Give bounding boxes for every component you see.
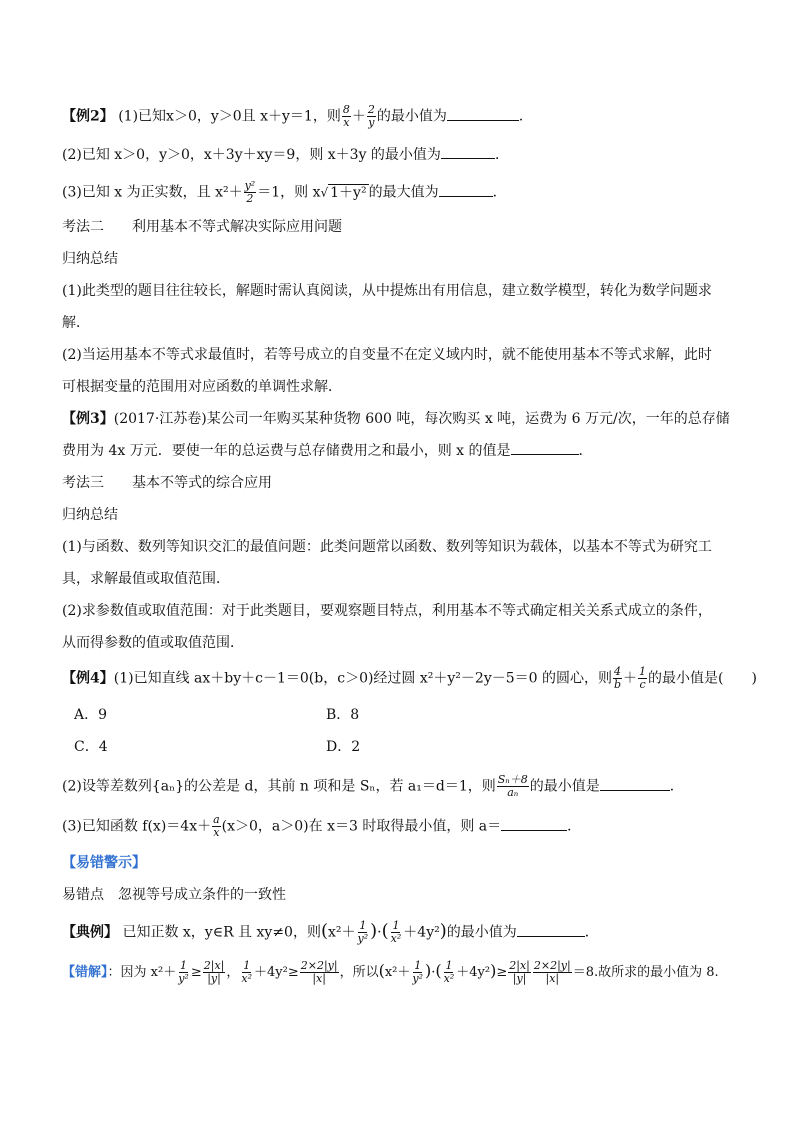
method3-summary: 归纳总结 <box>62 507 118 523</box>
answer-blank <box>517 922 585 937</box>
method3-p2b: 从而得参数的值或取值范围． <box>62 635 244 651</box>
ex4-q3-frac: $\frac{a}{x}$ <box>213 813 220 839</box>
method2-title: 考法二 利用基本不等式解决实际应用问题 <box>62 219 342 235</box>
ex4-frac-2: $\frac{1}{c}$ <box>639 665 647 691</box>
ex2-q3: (3)已知 x 为正实数，且 x²＋ $\frac{\text{y²}}{2}$ ＝1，则 x√ 1＋y² 的最大值为 ． <box>62 179 507 205</box>
method3-p2: (2)求参数值或取值范围：对于此类题目，要观察题目特点，利用基本不等式确定相关关系式成立的条件， <box>62 603 712 619</box>
wrong-frac-5: $\frac{1}{\text{y²}}$ <box>412 959 424 985</box>
ex3-tag: 【例3】 <box>62 411 114 427</box>
answer-blank <box>600 776 670 791</box>
option-b: B．8 <box>326 707 360 723</box>
wrong-frac-8: $\frac{2\times 2|y|}{|x|}$ <box>533 959 571 985</box>
ex4-tag: 【例4】 <box>62 670 114 687</box>
example-frac-1: $\frac{1}{\text{y²}}$ <box>357 919 369 945</box>
ex2-frac-1: $\frac{8}{x}$ <box>342 103 350 129</box>
answer-blank <box>441 144 495 159</box>
ex2-q1-cond: x＞0，y＞0且 x＋y＝1，则 <box>166 108 341 125</box>
ex2-tag: 【例2】 <box>62 108 114 125</box>
method2-p1: (1)此类型的题目往往较长，解题时需认真阅读，从中提炼出有用信息，建立数学模型，转化为数学问题求 <box>62 283 712 299</box>
answer-blank <box>439 182 493 197</box>
option-c: C．4 <box>74 739 108 755</box>
method3-p1: (1)与函数、数列等知识交汇的最值问题：此类问题常以函数、数列等知识为载体，以基本不等式为研究工 <box>62 539 712 555</box>
answer-blank <box>501 816 567 831</box>
method3-p1b: 具，求解最值或取值范围． <box>62 571 230 587</box>
ex3-l1: 【例3】(2017·江苏卷)某公司一年购买某种货物 600 吨，每次购买 x 吨，运费为 6 万元/次，一年的总存储 <box>62 411 730 427</box>
wrong-frac-1: $\frac{1}{\text{y²}}$ <box>178 959 189 985</box>
method2-p2b: 可根据变量的范围用对应函数的单调性求解． <box>62 379 342 395</box>
method2-p1b: 解． <box>62 315 90 331</box>
answer-blank <box>511 440 579 455</box>
ex2-q1-post: 的最小值为 <box>376 108 447 125</box>
wrong-solution: 【错解】：因为 x²＋ $\frac{1}{\text{y²}}$ ≥ $\frac{2|x|}{|y|}$ ， $\frac{1}{\text{x²}}$ ＋4y²≥ $\frac{2\times 2|y|}{|x|}$ ，所以(x²＋ $\frac{1}{\text{y²}}$ )·( $\frac{1}{\text{x²}}$ ＋4y²)≥ $\frac{2|x|}{|y|}$ $\frac{2\times 2|y|}{|x|}$ ＝8.故所求的最小值为 8. <box>62 959 719 985</box>
method2-summary: 归纳总结 <box>62 251 118 267</box>
ex2-q1: 【例2】 (1)已知x＞0，y＞0且 x＋y＝1，则 $\frac{8}{x}$ ＋ $\frac{2}{y}$ 的最小值为 ． <box>62 103 533 129</box>
option-a: A．9 <box>74 707 108 723</box>
option-d: D．2 <box>326 739 361 755</box>
answer-blank <box>447 106 519 121</box>
method3-title: 考法三 基本不等式的综合应用 <box>62 475 272 491</box>
wrong-frac-6: $\frac{1}{\text{x²}}$ <box>443 959 455 985</box>
warning-heading: 【易错警示】 <box>62 855 146 871</box>
ex2-q2: (2)已知 x＞0，y＞0，x＋3y＋xy＝9，则 x＋3y 的最小值为 ． <box>62 144 736 166</box>
ex3-l2: 费用为 4x 万元．要使一年的总运费与总存储费用之和最小，则 x 的值是 ． <box>62 440 736 462</box>
wrong-frac-2: $\frac{2|x|}{|y|}$ <box>203 959 225 985</box>
warning-point: 易错点 忽视等号成立条件的一致性 <box>62 887 286 903</box>
ex2-frac-2: $\frac{2}{y}$ <box>367 103 375 129</box>
example-frac-2: $\frac{1}{\text{x²}}$ <box>390 919 402 945</box>
example-tag: 【典例】 <box>62 924 118 941</box>
ex4-q3: (3)已知函数 f(x)＝4x＋ $\frac{a}{x}$ (x＞0，a＞0)在 x＝3 时取得最小值，则 a＝ ． <box>62 813 582 839</box>
wrong-frac-7: $\frac{2|x|}{|y|}$ <box>509 959 530 985</box>
ex4-q2: (2)设等差数列{aₙ}的公差是 d，其前 n 项和是 Sₙ，若 a₁＝d＝1，则 $\frac{\text{Sₙ＋8}}{\text{aₙ}}$ 的最小值是 ． <box>62 773 684 799</box>
ex4-frac-1: $\frac{4}{b}$ <box>614 665 622 691</box>
method2-p2: (2)当运用基本不等式求最值时，若等号成立的自变量不在定义域内时，就不能使用基本不等式求解，此时 <box>62 347 712 363</box>
ex4-q1: 【例4】(1)已知直线 ax＋by＋c－1＝0(b，c＞0)经过圆 x²＋y²－2y－5＝0 的圆心，则 $\frac{4}{b}$ ＋ $\frac{1}{c}$ 的最小值是( ) <box>62 665 757 691</box>
wrong-frac-4: $\frac{2\times 2|y|}{|x|}$ <box>300 959 338 985</box>
wrong-frac-3: $\frac{1}{\text{x²}}$ <box>241 959 252 985</box>
ex4-q2-frac: $\frac{\text{Sₙ＋8}}{\text{aₙ}}$ <box>497 773 528 799</box>
wrong-tag: 【错解】 <box>62 965 108 980</box>
ex2-q3-frac: $\frac{\text{y²}}{2}$ <box>244 179 256 205</box>
ex2-q1-pre: (1)已知 <box>118 108 167 125</box>
sqrt-expression: 1＋y² <box>330 184 367 201</box>
warning-example: 【典例】 已知正数 x，y∈R 且 xy≠0，则(x²＋ $\frac{1}{\text{y²}}$ )·( $\frac{1}{\text{x²}}$ ＋4y²)的最小值为 ． <box>62 919 599 945</box>
